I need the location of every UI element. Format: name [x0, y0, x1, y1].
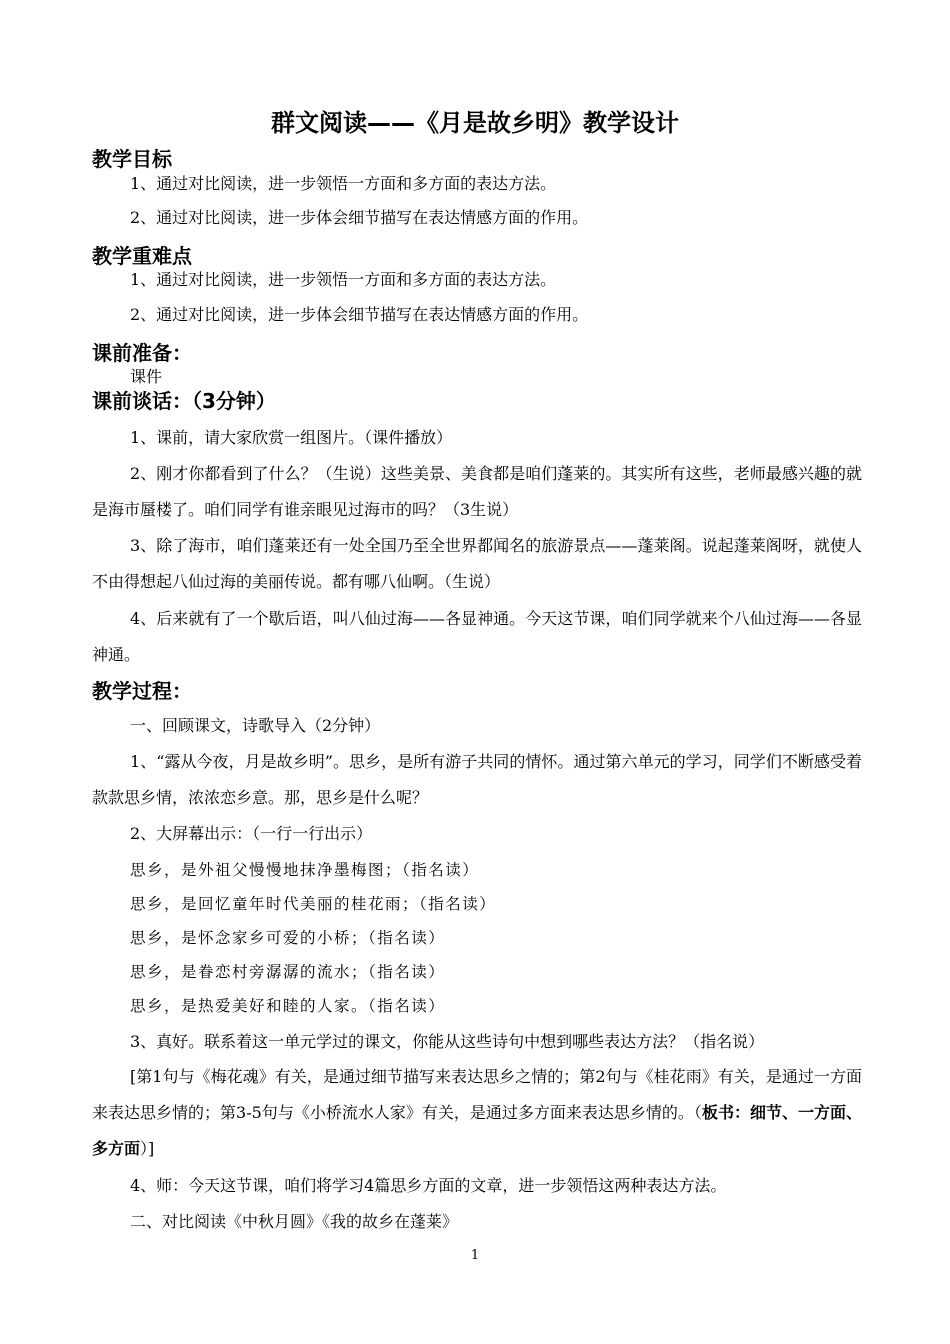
poem-line-1: 思乡，是外祖父慢慢地抹净墨梅图；（指名读） [130, 861, 480, 879]
process-paragraph-2: 2、大屏幕出示：（一行一行出示） [130, 824, 373, 843]
goal-item-1: 1、通过对比阅读，进一步领悟一方面和多方面的表达方法。 [130, 174, 557, 193]
heading-process: 教学过程： [92, 679, 192, 703]
process-paragraph-3: 3、真好。联系着这一单元学过的课文，你能从这些诗句中想到哪些表达方法？（指名说） [130, 1032, 765, 1051]
poem-line-5: 思乡，是热爱美好和睦的人家。（指名读） [130, 997, 446, 1015]
heading-goals: 教学目标 [92, 147, 172, 171]
page-number: 1 [470, 1248, 480, 1263]
poem-line-4: 思乡，是眷恋村旁潺潺的流水；（指名读） [130, 963, 446, 981]
prep-content: 课件 [130, 367, 163, 386]
talk-paragraph-4: 4、后来就有了一个歇后语，叫八仙过海——各显神通。今天这节课，咱们同学就来个八仙过海——各显神通。 [92, 609, 862, 664]
heading-key-points: 教学重难点 [92, 244, 192, 268]
talk-paragraph-3: 3、除了海市，咱们蓬莱还有一处全国乃至全世界都闻名的旅游景点——蓬莱阁。说起蓬莱阁呀，就使人不由得想起八仙过海的美丽传说。都有哪八仙啊。（生说） [92, 536, 862, 591]
goal-item-2: 2、通过对比阅读，进一步体会细节描写在表达情感方面的作用。 [130, 208, 589, 227]
process-step-2: 二、对比阅读《中秋月圆》《我的故乡在蓬莱》 [130, 1212, 459, 1231]
key-point-item-2: 2、通过对比阅读，进一步体会细节描写在表达情感方面的作用。 [130, 305, 589, 324]
key-point-item-1: 1、通过对比阅读，进一步领悟一方面和多方面的表达方法。 [130, 270, 557, 289]
process-paragraph-4 [92, 1059, 862, 1167]
process-paragraph-4-end: ）] [140, 1139, 155, 1158]
heading-prep: 课前准备： [92, 341, 192, 365]
poem-line-2: 思乡，是回忆童年时代美丽的桂花雨；（指名读） [130, 895, 497, 913]
document-title: 群文阅读——《月是故乡明》教学设计 [271, 109, 679, 137]
talk-paragraph-2: 2、刚才你都看到了什么？（生说）这些美景、美食都是咱们蓬莱的。其实所有这些，老师最感兴趣的就是海市蜃楼了。咱们同学有谁亲眼见过海市的吗？（3生说） [92, 464, 862, 519]
process-paragraph-4-text: [第1句与《梅花魂》有关，是通过细节描写来表达思乡之情的；第2句与《桂花雨》有关，是通过一方面来表达思乡情的；第3-5句与《小桥流水人家》有关，是通过多方面来表达思乡情的。（ [92, 1067, 862, 1122]
blackboard-note: 板书：细节、一方面、多方面 [92, 1103, 862, 1158]
heading-talk: 课前谈话：（3分钟） [92, 389, 276, 413]
process-paragraph-5: 4、师：今天这节课，咱们将学习4篇思乡方面的文章，进一步领悟这两种表达方法。 [130, 1176, 727, 1195]
poem-line-3: 思乡，是怀念家乡可爱的小桥；（指名读） [130, 929, 446, 947]
process-paragraph-1: 1、“露从今夜，月是故乡明”。思乡，是所有游子共同的情怀。通过第六单元的学习，同学们不断感受着款款思乡情，浓浓恋乡意。那，思乡是什么呢？ [92, 752, 862, 807]
talk-paragraph-1: 1、课前，请大家欣赏一组图片。（课件播放） [130, 428, 453, 447]
process-step-1: 一、回顾课文，诗歌导入（2分钟） [130, 716, 381, 735]
